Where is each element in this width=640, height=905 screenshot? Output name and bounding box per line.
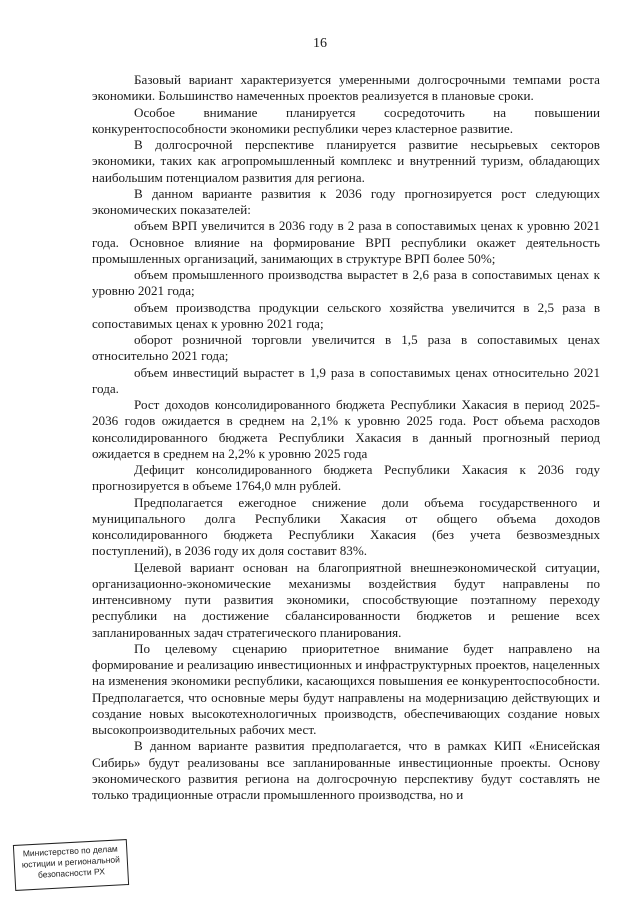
paragraph-base-scenario: Базовый вариант характеризуется умеренными долгосрочными темпами роста экономики. Большинство намеченных проектов реализуется в плановые сроки. [92, 72, 600, 104]
paragraph-industrial-production: объем промышленного производства вырастет в 2,6 раза в сопоставимых ценах к уровню 2021 года; [92, 267, 600, 299]
page-number: 16 [313, 36, 327, 51]
paragraph-competitiveness: Особое внимание планируется сосредоточить на повышении конкурентоспособности экономики республики через кластерное развитие. [92, 104, 600, 136]
paragraph-target-priorities: По целевому сценарию приоритетное внимание будет направлено на формирование и реализацию инвестиционных и инфраструктурных проектов, нацеленных на изменения экономики республики, касающихся повышения ее конкурентоспособности. Предполагается, что основные меры будут направлены на модернизацию действующих и создание новых высокотехнологичных производств, обеспечивающих создание новых высокопроизводительных рабочих мест. [92, 640, 600, 737]
paragraph-investment: объем инвестиций вырастет в 1,9 раза в сопоставимых ценах относительно 2021 года. [92, 364, 600, 396]
stamp-line: Министерство по делам [22, 843, 118, 859]
paragraph-agriculture: объем производства продукции сельского хозяйства увеличится в 2,5 раза в сопоставимых ценах к уровню 2021 года; [92, 299, 600, 331]
stamp-line: юстиции и региональной [21, 854, 121, 870]
paragraph-grp: объем ВРП увеличится в 2036 году в 2 раза в сопоставимых ценах к уровню 2021 года. Основное влияние на формирование ВРП республики окажет деятельность промышленных организаций, занимающих в структуре ВРП более 50%; [92, 218, 600, 266]
paragraph-retail: оборот розничной торговли увеличится в 1,5 раза в сопоставимых ценах относительно 2021 года; [92, 332, 600, 364]
paragraph-non-resource-sectors: В долгосрочной перспективе планируется развитие несырьевых секторов экономики, таких как агропромышленный комплекс и внутренний туризм, обладающих наибольшим потенциалом развития для региона. [92, 137, 600, 185]
paragraph-public-debt: Предполагается ежегодное снижение доли объема государственного и муниципального долга Республики Хакасия от общего объема доходов консолидированного бюджета Республики Хакасия (без учета безвозмездных поступлений), в 2036 году их доля составит 83%. [92, 494, 600, 559]
document-body [92, 72, 600, 803]
stamp-line: безопасности РХ [37, 866, 106, 880]
paragraph-budget-deficit: Дефицит консолидированного бюджета Республики Хакасия к 2036 году прогнозируется в объеме 1764,0 млн рублей. [92, 462, 600, 494]
paragraph-indicators-intro: В данном варианте развития к 2036 году прогнозируется рост следующих экономических показателей: [92, 185, 600, 217]
paragraph-target-scenario: Целевой вариант основан на благоприятной внешнеэкономической ситуации, организационно-экономические механизмы воздействия будут направлены по интенсивному пути развития экономики, способствующие поэтапному переходу республики на достижение сбалансированности бюджетов и решение всех запланированных задач стратегического планирования. [92, 559, 600, 640]
ministry-stamp [13, 839, 129, 891]
paragraph-kip-yenisei: В данном варианте развития предполагается, что в рамках КИП «Енисейская Сибирь» будут реализованы все запланированные инвестиционные проекты. Основу экономического развития региона на долгосрочную перспективу будут составлять не только традиционные отрасли промышленного производства, но и [92, 738, 600, 802]
paragraph-budget-revenue: Рост доходов консолидированного бюджета Республики Хакасия в период 2025-2036 годов ожидается в среднем на 2,1% к уровню 2025 года. Рост объема расходов консолидированного бюджета Республики Хакасия в данный прогнозный период ожидается в среднем на 2,2% к уровню 2025 года [92, 397, 600, 461]
